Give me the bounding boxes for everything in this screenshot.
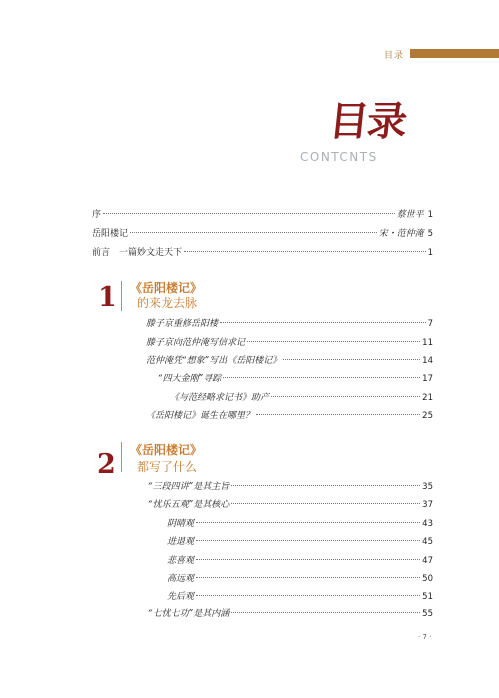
toc-row-title: 序 — [92, 210, 102, 220]
page-title: 目录 — [326, 98, 408, 145]
leader-dots — [231, 485, 420, 486]
leader-dots — [220, 322, 426, 323]
toc-entry-title: “七忧七功”是其内涵 — [148, 609, 230, 619]
toc-entry-page: 55 — [422, 609, 433, 619]
toc-entry-title: 《岳阳楼记》诞生在哪里？ — [146, 411, 255, 421]
leader-dots — [247, 341, 420, 342]
leader-dots — [256, 414, 420, 415]
leader-dots — [103, 213, 395, 214]
toc-entry[interactable] — [146, 355, 433, 367]
toc-entry[interactable] — [158, 373, 433, 385]
toc-entry[interactable] — [167, 555, 433, 567]
toc-entry-page: 11 — [422, 338, 433, 348]
toc-entry[interactable] — [167, 518, 433, 530]
toc-entry[interactable] — [167, 573, 433, 585]
leader-dots — [196, 559, 420, 560]
toc-entry-title: 滕子京重修岳阳楼 — [146, 319, 219, 329]
toc-entry-page: 7 — [427, 319, 433, 329]
toc-entry-title: “四大金刚”寻踪 — [158, 374, 222, 384]
toc-entry-page: 50 — [422, 574, 433, 584]
toc-entry[interactable] — [146, 318, 433, 330]
toc-entry[interactable] — [167, 591, 433, 603]
leader-dots — [196, 595, 420, 596]
toc-entry-title: 先后观 — [167, 592, 195, 602]
toc-entry-page: 25 — [422, 411, 433, 421]
header-bar — [410, 49, 499, 58]
toc-row-author: 蔡世平 — [396, 210, 424, 220]
leader-dots — [283, 359, 420, 360]
toc-entry-title: 范仲淹凭“想象”写出《岳阳楼记》 — [146, 356, 282, 366]
chapter-title: 《岳阳楼记》 — [130, 281, 203, 295]
header-label: 目录 — [384, 51, 405, 61]
toc-entry-title: 阴晴观 — [167, 519, 195, 529]
toc-row-page: 1 — [427, 210, 433, 220]
chapter-number: 2 — [97, 449, 116, 480]
toc-entry-title: 《与范经略求记书》助产 — [170, 393, 270, 403]
toc-entry-page: 35 — [422, 482, 433, 492]
toc-entry-title: 滕子京向范仲淹写信求记 — [146, 338, 246, 348]
toc-entry-title: 进退观 — [167, 537, 195, 547]
toc-row-author: 宋・范仲淹 — [378, 229, 424, 239]
toc-entry-title: 高远观 — [167, 574, 195, 584]
chapter-divider — [121, 281, 122, 311]
toc-entry-title: “三段四讲”是其主旨 — [148, 482, 230, 492]
page-number: · 7 · — [418, 633, 432, 641]
chapter-subtitle: 的来龙去脉 — [137, 296, 198, 310]
toc-row-page: 1 — [427, 248, 433, 258]
toc-entry-page: 47 — [422, 556, 433, 566]
toc-entry-title: “忧乐五观”是其核心 — [148, 500, 230, 510]
leader-dots — [223, 377, 420, 378]
toc-entry[interactable] — [148, 608, 433, 620]
toc-entry-page: 17 — [422, 374, 433, 384]
toc-entry-page: 45 — [422, 537, 433, 547]
toc-entry-page: 43 — [422, 519, 433, 529]
chapter-title: 《岳阳楼记》 — [130, 443, 203, 457]
toc-entry[interactable] — [146, 410, 433, 422]
chapter-number: 1 — [98, 282, 117, 313]
toc-row-title: 前言 一篇妙文走天下 — [92, 248, 183, 258]
leader-dots — [231, 612, 420, 613]
chapter-subtitle: 都写了什么 — [137, 460, 198, 474]
page-title-english: CONTCNTS — [300, 150, 378, 164]
toc-entry[interactable] — [167, 536, 433, 548]
toc-row-preface[interactable] — [92, 209, 433, 221]
toc-entry[interactable] — [148, 481, 433, 493]
toc-entry[interactable] — [170, 392, 433, 404]
toc-entry-page: 21 — [422, 393, 433, 403]
toc-entry-title: 悲喜观 — [167, 556, 195, 566]
toc-entry-page: 37 — [422, 500, 433, 510]
toc-entry-page: 14 — [422, 356, 433, 366]
leader-dots — [130, 232, 377, 233]
toc-entry-page: 51 — [422, 592, 433, 602]
leader-dots — [196, 540, 420, 541]
chapter-divider — [121, 442, 122, 472]
toc-row-foreword[interactable] — [92, 247, 433, 259]
toc-entry[interactable] — [146, 337, 433, 349]
leader-dots — [231, 503, 420, 504]
toc-row-title: 岳阳楼记 — [92, 229, 129, 239]
leader-dots — [196, 522, 420, 523]
toc-entry[interactable] — [148, 499, 433, 511]
leader-dots — [196, 577, 420, 578]
leader-dots — [184, 251, 426, 252]
leader-dots — [271, 396, 420, 397]
toc-row-yueyanglouji[interactable] — [92, 228, 433, 240]
toc-row-page: 5 — [427, 229, 433, 239]
